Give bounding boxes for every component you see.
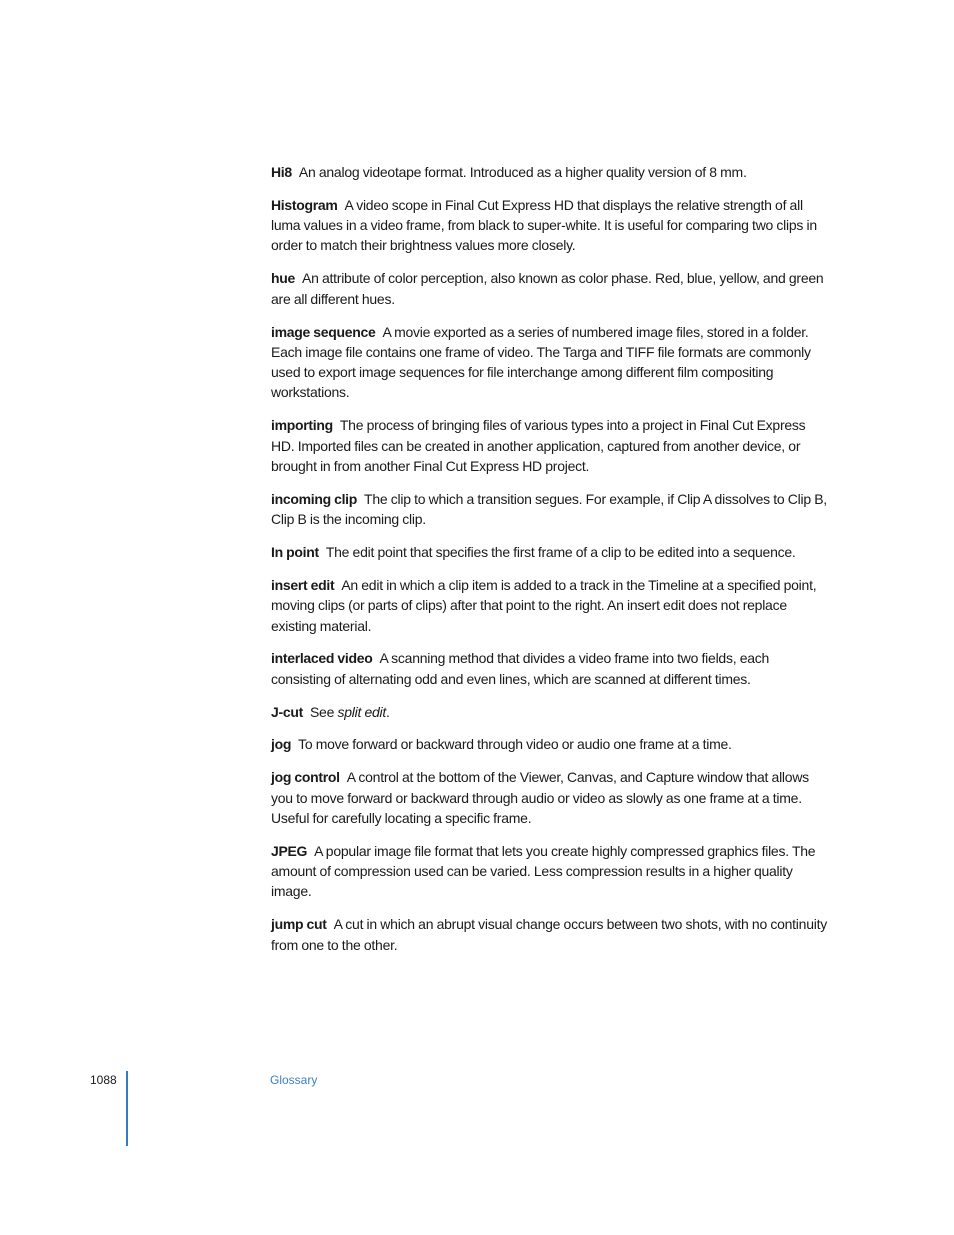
glossary-entry-jpeg bbox=[271, 841, 831, 902]
glossary-definition: A popular image file format that lets you create highly compressed graphics files. The amount of compression used can be varied. Less compression results in a higher quality image. bbox=[271, 842, 816, 900]
glossary-definition: A cut in which an abrupt visual change occurs between two shots, with no continuity from one to the other. bbox=[271, 916, 827, 953]
glossary-entry-image-sequence bbox=[271, 322, 831, 403]
glossary-term: hue bbox=[271, 270, 295, 287]
glossary-definition: The clip to which a transition segues. For example, if Clip A dissolves to Clip B, Clip B is the incoming clip. bbox=[271, 490, 827, 528]
glossary-definition: A video scope in Final Cut Express HD that displays the relative strength of all luma values in a video frame, from black to super-white. It is useful for comparing two clips in order to match their brightness values more closely. bbox=[271, 196, 817, 254]
glossary-entry-j-cut bbox=[271, 702, 831, 722]
glossary-term: jog bbox=[271, 736, 292, 753]
glossary-entry-hue bbox=[271, 268, 831, 309]
cross-reference-split-edit: split edit bbox=[337, 703, 387, 720]
glossary-term: In point bbox=[271, 544, 319, 561]
glossary-entry-incoming-clip bbox=[271, 489, 831, 530]
glossary-definition: An attribute of color perception, also known as color phase. Red, blue, yellow, and green are all different hues. bbox=[271, 270, 824, 307]
glossary-entry-hi8 bbox=[271, 162, 831, 182]
glossary-term: JPEG bbox=[271, 842, 308, 859]
glossary-term: insert edit bbox=[271, 576, 335, 593]
glossary-term: image sequence bbox=[271, 323, 376, 340]
see-prefix: See bbox=[309, 703, 338, 720]
glossary-term: interlaced video bbox=[271, 650, 373, 667]
glossary-definition: An edit in which a clip item is added to a track in the Timeline at a specified point, moving clips (or parts of clips) after that point to the right. An insert edit does not replace existing material. bbox=[271, 576, 817, 634]
page-number: 1088 bbox=[90, 1073, 117, 1087]
glossary-entry-histogram bbox=[271, 195, 831, 256]
glossary-definition: A control at the bottom of the Viewer, Canvas, and Capture window that allows you to move forward or backward through audio or video as slowly as one frame at a time. Useful for carefully locating a specific frame. bbox=[271, 769, 809, 826]
glossary-term: Histogram bbox=[271, 196, 338, 213]
glossary-definition: A movie exported as a series of numbered image files, stored in a folder. Each image file contains one frame of video. The Targa and TIFF file formats are commonly used to export image sequences for file interchange among different film compositing workstations. bbox=[271, 323, 811, 401]
glossary-term: jog control bbox=[271, 769, 340, 786]
glossary-entry-jump-cut bbox=[271, 914, 831, 955]
glossary-entry-importing bbox=[271, 415, 831, 476]
glossary-term: J-cut bbox=[271, 703, 303, 720]
glossary-entry-in-point bbox=[271, 542, 831, 562]
section-title: Glossary bbox=[270, 1073, 318, 1087]
glossary-entry-interlaced-video bbox=[271, 648, 831, 689]
see-suffix: . bbox=[386, 703, 390, 720]
glossary-definition: The edit point that specifies the first frame of a clip to be edited into a sequence. bbox=[325, 544, 796, 561]
glossary-definition: An analog videotape format. Introduced as a higher quality version of 8 mm. bbox=[298, 164, 747, 180]
glossary-definition: The process of bringing files of various types into a project in Final Cut Express HD. Imported files can be created in another application, captured from another device, or brought in from another Final Cut Express HD project. bbox=[271, 417, 806, 474]
glossary-entry-jog-control bbox=[271, 767, 831, 828]
glossary-definition bbox=[310, 704, 390, 720]
glossary-definition: A scanning method that divides a video frame into two fields, each consisting of alternating odd and even lines, which are scanned at different times. bbox=[271, 650, 770, 687]
glossary-definition: To move forward or backward through video or audio one frame at a time. bbox=[298, 736, 732, 753]
glossary-term: importing bbox=[271, 417, 333, 434]
glossary-term: incoming clip bbox=[271, 490, 358, 507]
glossary-term: jump cut bbox=[271, 916, 327, 933]
footer-divider bbox=[126, 1071, 128, 1146]
glossary-entry-insert-edit bbox=[271, 575, 831, 636]
glossary-entry-jog bbox=[271, 734, 831, 754]
glossary-term: Hi8 bbox=[271, 164, 292, 180]
glossary-content bbox=[271, 162, 831, 968]
